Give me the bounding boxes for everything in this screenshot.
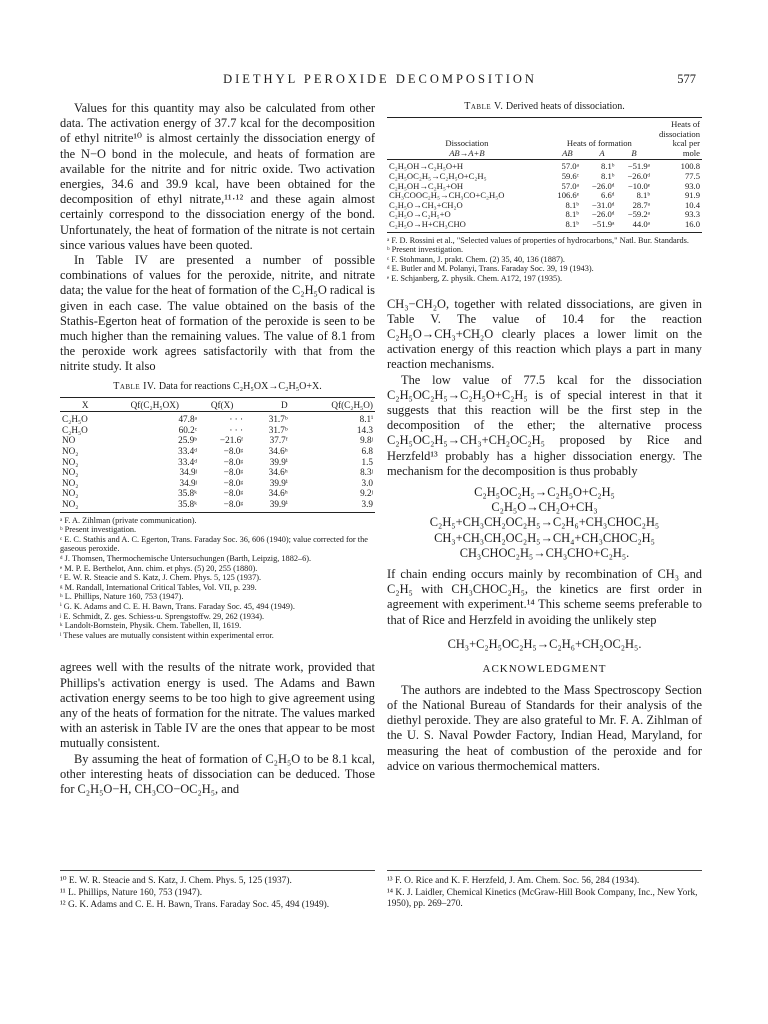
- table-v-cell: 6.6ᵈ: [601, 190, 615, 201]
- table-iv-cell: NO₂: [62, 467, 79, 478]
- table-iv-cell: 25.9ᵇ: [178, 435, 198, 446]
- table-iv-cell: 8.1ⁱ: [359, 414, 373, 425]
- table-iv-cell: 14.3: [356, 424, 373, 435]
- table-v-cell: 8.1ᵇ: [565, 209, 579, 220]
- table-iv-cell: −8.0ᵍ: [223, 477, 244, 488]
- table-iv-row: [60, 412, 375, 425]
- table-iv-cell: 33.4ᵈ: [178, 446, 198, 457]
- table-v: [387, 117, 702, 233]
- unlikely-step-equation: CH₃+C₂H₅OC₂H₅→C₂H₆+CH₂OC₂H₅.: [447, 636, 642, 651]
- table-iv-cell: −8.0ᵍ: [223, 467, 244, 478]
- table-iv-cell: NO₂: [62, 446, 79, 457]
- table-iv-header-row: [60, 397, 375, 412]
- table-iv-row: [60, 425, 375, 436]
- right-paragraph-2: The low value of 77.5 kcal for the dissociation C₂H₅OC₂H₅→C₂H₅O+C₂H₅ is of special interest in that it suggests that this reaction will be the first step in the decomposition of the ether; the alternative process C₂H₅OC₂H₅→CH₃+CH₂OC₂H₅ proposed by Rice and Herzfeld¹³ probably has a higher dissociation energy. The mechanism for the decomposition is thus probably: [387, 372, 702, 478]
- table-iv-row: [60, 499, 375, 512]
- right-paragraph-3: If chain ending occurs mainly by recombination of CH₃ and C₂H₅ with CH₃CHOC₂H₅, the kinetics are first order in agreement with experiment.¹⁴ This scheme seems preferable to that of Rice and Herzfeld in avoiding the unlikely step: [387, 566, 702, 627]
- table-v-cell: 77.5: [684, 170, 700, 181]
- table-iv-cell: 34.6ʰ: [268, 488, 288, 499]
- table-iv-footnote: ʰ L. Phillips, Nature 160, 753 (1947).: [60, 592, 184, 602]
- table-v-row: [387, 220, 702, 232]
- table-iv-cell: 34.9ʲ: [179, 477, 198, 488]
- table-v-header-dissociation-label: Dissociation: [445, 138, 489, 149]
- table-v-caption: [387, 101, 702, 112]
- table-v-cell: 91.9: [684, 190, 700, 201]
- table-v-header-heat: Heats of dissociation kcal per mole: [652, 118, 702, 160]
- table-v-cell: −51.9ᵃ: [581, 220, 617, 232]
- table-iv-footnote: ᵇ Present investigation.: [60, 525, 137, 535]
- table-iv-footnote: ˡ These values are mutually consistent within experimental error.: [60, 630, 274, 640]
- table-v-cell: −26.0ᵈ: [627, 170, 650, 181]
- mechanism-equation: C₂H₅OC₂H₅→C₂H₅O+C₂H₅: [474, 484, 615, 499]
- table-v-cell: −26.0ᵈ: [591, 209, 615, 220]
- table-v-header-b: B: [631, 147, 637, 158]
- table-iv-cell: −8.0ᵍ: [223, 456, 244, 467]
- table-v-cell: 10.4: [684, 199, 700, 210]
- table-v-body: [387, 160, 702, 232]
- acknowledgment-text: The authors are indebted to the Mass Spectroscopy Section of the National Bureau of Standards for their analysis of the diethyl peroxide. They are also grateful to Mr. F. A. Zihlman of the U. S. Naval Powder Factory, Indian Head, Maryland, for measuring the heat of combustion of the peroxide and for advice on various thermochemical matters.: [387, 682, 702, 773]
- table-v-cell: −59.2ᵃ: [627, 209, 650, 220]
- table-iv-footnote: ᵍ M. Randall, International Critical Tables, Vol. VII, p. 239.: [60, 582, 257, 592]
- table-v-cell: 106.6ᵉ: [557, 190, 579, 201]
- table-iv-cell: 8.3ʲ: [360, 467, 373, 478]
- right-paragraph-1: CH₃−CH₂O, together with related dissociations, are given in Table V. The value of 10.4 for the reaction C₂H₅O→CH₃+CH₂O clearly places a lower limit on the activation energy of this reaction which plays a part in many reaction mechanisms.: [387, 296, 702, 372]
- table-iv-cell: NO₂: [62, 456, 79, 467]
- table-v-header-dissociation: [387, 118, 547, 160]
- table-iv-row: [60, 467, 375, 478]
- table-v-footnotes: [387, 236, 702, 284]
- table-iv-footnote: ᵈ J. Thomsen, Thermochemische Untersuchungen (Barth, Leipzig, 1882–6).: [60, 553, 312, 563]
- table-v-header-formation-subs: [549, 149, 650, 159]
- table-iv-cell: NO: [62, 435, 76, 446]
- left-paragraph-3: agrees well with the results of the nitrate work, provided that Phillips's activation energy is used. The Adams and Bawn activation energy seems to be too high to give agreement using any of the heats of formation for the nitrate. The values marked with an asterisk in Table IV are the ones that appear to be most mutually consistent.: [60, 660, 375, 751]
- table-iv-body: [60, 412, 375, 512]
- table-iv-caption-prefix: Table IV.: [113, 380, 157, 392]
- table-v-header-dissociation-sub: AB→A+B: [449, 147, 485, 158]
- table-iv-footnotes: [60, 516, 375, 641]
- table-iv-footnote: ʲ E. Schmidt, Z. ges. Schiess-u. Sprengstoffw. 29, 262 (1934).: [60, 611, 265, 621]
- table-iv-cell: C₂H₅O: [62, 414, 88, 425]
- table-v-cell: C₂H₅O→C₂H₅+O: [389, 209, 451, 220]
- table-v-cell: 28.7ᵃ: [632, 199, 650, 210]
- mechanism-equation: C₂H₅+CH₃CH₂OC₂H₅→C₂H₆+CH₃CHOC₂H₅: [429, 515, 660, 530]
- table-v-cell: C₂H₅OC₂H₅→C₂H₅O+C₂H₅: [389, 170, 487, 181]
- table-v-cell: CH₃COOC₂H₅→CH₃CO+C₂H₅O: [389, 190, 505, 201]
- mechanism-equation: CH₃+CH₃CH₂OC₂H₅→CH₄+CH₃CHOC₂H₅: [434, 530, 655, 545]
- table-v-cell: C₂H₅OH→C₂H₅+OH: [389, 180, 464, 191]
- table-iv-caption: [60, 381, 375, 392]
- table-iv-footnote: ᶠ E. W. R. Steacie and S. Katz, J. Chem. Phys. 5, 125 (1937).: [60, 573, 262, 583]
- left-column: [60, 101, 375, 797]
- table-iv-cell: 35.8ᵏ: [111, 499, 200, 512]
- right-page-footnotes: [387, 870, 702, 911]
- table-v-cell: C₂H₅O→H+CH₃CHO: [387, 220, 547, 232]
- footnote: ¹² G. K. Adams and C. E. H. Bawn, Trans. Faraday Soc. 45, 494 (1949).: [60, 900, 330, 910]
- table-iv-cell: 34.6ʰ: [268, 446, 288, 457]
- table-v-cell: 57.0ᵃ: [561, 161, 579, 172]
- table-v-footnote: ᵈ E. Butler and M. Polanyi, Trans. Faraday Soc. 39, 19 (1943).: [387, 264, 594, 274]
- table-v-cell: 8.1ᵇ: [601, 170, 615, 181]
- table-iv-row: [60, 435, 375, 446]
- table-iv-header: Qf(X): [199, 397, 245, 412]
- table-v-header-formation: [547, 118, 652, 160]
- table-v-cell: 8.1ᵇ: [636, 190, 650, 201]
- table-iv-cell: 34.9ʲ: [179, 467, 198, 478]
- left-paragraph-4: By assuming the heat of formation of C₂H₅O to be 8.1 kcal, other interesting heats of dissociation can be deduced. Those for C₂H₅O−H, CH₃CO−OC₂H₅, and: [60, 751, 375, 796]
- table-v-cell: 44.0ᵃ: [616, 220, 652, 232]
- mechanism-equation: C₂H₅O→CH₂O+CH₃: [491, 500, 598, 515]
- table-v-cell: 93.0: [684, 180, 700, 191]
- table-iv-header: D: [245, 397, 298, 412]
- table-iv-header: X: [60, 397, 111, 412]
- table-iv-cell: NO₂: [62, 477, 79, 488]
- table-iv-cell: 31.7ᵇ: [268, 424, 288, 435]
- table-iv-row: [60, 488, 375, 499]
- footnote: ¹⁰ E. W. R. Steacie and S. Katz, J. Chem. Phys. 5, 125 (1937).: [60, 876, 292, 886]
- table-v-footnote: ᵃ F. D. Rossini et al., "Selected values of properties of hydrocarbons," Natl. Bur. Standards.: [387, 235, 689, 245]
- table-iv-cell: 39.9ⁱ: [269, 477, 288, 488]
- table-iv-footnote: ᵏ Landolt-Bornstein, Physik. Chem. Tabellen, II, 1619.: [60, 621, 242, 631]
- left-page-footnotes: [60, 870, 375, 912]
- right-column: [387, 101, 702, 774]
- table-iv-row: [60, 446, 375, 457]
- page-number: 577: [677, 72, 696, 86]
- table-v-header-row: [387, 118, 702, 160]
- table-iv-footnote: ᶜ E. C. Stathis and A. C. Egerton, Trans. Faraday Soc. 36, 606 (1940); value corrected for the gaseous peroxide.: [60, 534, 368, 554]
- table-v-footnote: ᵉ E. Schjanberg, Z. physik. Chem. A172, 197 (1935).: [387, 273, 563, 283]
- table-iv-cell: NO₂: [60, 499, 111, 512]
- table-v-cell: 93.3: [684, 209, 700, 220]
- table-v-cell: −31.0ᵈ: [591, 199, 615, 210]
- table-v-cell: 57.0ᵃ: [561, 180, 579, 191]
- table-iv-cell: 9.8ʲ: [360, 435, 373, 446]
- table-iv-cell: 6.8: [361, 446, 373, 457]
- table-iv-cell: · · ·: [229, 424, 244, 435]
- table-iv-cell: 39.9ⁱ: [269, 456, 288, 467]
- table-iv-cell: C₂H₅O: [62, 424, 88, 435]
- acknowledgment-heading: ACKNOWLEDGMENT: [482, 662, 607, 675]
- table-iv-footnote: ᵉ M. P. E. Berthelot, Ann. chim. et phys. (5) 20, 255 (1880).: [60, 563, 258, 573]
- left-paragraph-2: In Table IV are presented a number of possible combinations of values for the peroxide, nitrite, and nitrate data; the value for the heat of formation of the C₂H₅O radical is given in each case. The value obtained on the basis of the Stathis-Egerton heat of formation of the peroxide is seen to be much higher than the remaining values. The value of 8.1 from the peroxide work agrees satisfactorily with that from the nitrite study. It also: [60, 253, 375, 374]
- table-iv-cell: −8.0ᵍ: [199, 499, 245, 512]
- table-iv-cell: 1.5: [361, 456, 373, 467]
- table-iv-cell: 34.6ʰ: [268, 467, 288, 478]
- table-iv-cell: 31.7ᵇ: [268, 414, 288, 425]
- table-iv-cell: 47.8ᵃ: [178, 414, 198, 425]
- table-iv-cell: · · ·: [229, 414, 244, 425]
- table-iv-row: [60, 478, 375, 489]
- table-v-cell: 59.6ᶜ: [561, 170, 579, 181]
- table-v-cell: 8.1ᵇ: [547, 220, 581, 232]
- table-v-caption-text: Derived heats of dissociation.: [505, 101, 625, 112]
- footnote: ¹³ F. O. Rice and K. F. Herzfeld, J. Am. Chem. Soc. 56, 284 (1934).: [387, 876, 640, 886]
- table-v-header-ab: AB: [562, 147, 573, 158]
- table-iv-footnote: ⁱ G. K. Adams and C. E. H. Bawn, Trans. Faraday Soc. 45, 494 (1949).: [60, 601, 295, 611]
- table-v-header-a: A: [599, 147, 605, 158]
- mechanism-equations: [387, 485, 702, 561]
- table-iv-cell: 9.2ʲ: [360, 488, 373, 499]
- table-iv-cell: −21.6ᶠ: [219, 435, 244, 446]
- table-v-footnote: ᶜ F. Stohmann, J. prakt. Chem. (2) 35, 40, 136 (1887).: [387, 254, 565, 264]
- table-iv-cell: −8.0ᵍ: [223, 446, 244, 457]
- table-iv-cell: 39.9ⁱ: [245, 499, 298, 512]
- table-v-cell: −26.0ᵈ: [591, 180, 615, 191]
- table-v-cell: C₂H₅O→CH₃+CH₂O: [389, 199, 463, 210]
- table-iv-row: [60, 457, 375, 468]
- table-iv: [60, 397, 375, 513]
- table-iv-cell: 37.7ᶠ: [269, 435, 288, 446]
- table-v-header-formation-label: Heats of formation: [566, 138, 632, 149]
- table-iv-cell: 3.0: [361, 477, 373, 488]
- left-paragraph-1: Values for this quantity may also be calculated from other data. The activation energy of 37.7 kcal for the decomposition of ethyl nitrite¹⁰ is almost certainly the dissociation energy of the N−O bond in the molecule, and heats of formation are available for the nitrite and for nitric oxide. Two activation energies, 34.6 and 39.9 kcal, have been obtained for the decomposition of ethyl nitrate,¹¹·¹² and these again almost certainly correspond to the dissociation energy of the bond. Unfortunately, the heat of formation of the nitrate is not certain since various values have been quoted.: [60, 101, 375, 252]
- footnote: ¹¹ L. Phillips, Nature 160, 753 (1947).: [60, 888, 203, 898]
- table-iv-cell: 3.9: [298, 499, 375, 512]
- table-iv-cell: 35.8ᵏ: [178, 488, 198, 499]
- mechanism-equation: CH₃CHOC₂H₅→CH₃CHO+C₂H₅.: [459, 545, 630, 560]
- footnote: ¹⁴ K. J. Laidler, Chemical Kinetics (McGraw-Hill Book Company, Inc., New York, 1950), pp. 269–270.: [387, 888, 698, 909]
- table-iv-header: Qf(C₂H₅O): [298, 397, 375, 412]
- table-v-caption-prefix: Table V.: [464, 101, 504, 112]
- table-iv-header: Qf(C₂H₅OX): [111, 397, 200, 412]
- table-v-footnote: ᵇ Present investigation.: [387, 245, 464, 255]
- table-iv-caption-text: Data for reactions C₂H₅OX→C₂H₅O+X.: [158, 380, 322, 392]
- running-title: DIETHYL PEROXIDE DECOMPOSITION: [223, 72, 537, 86]
- table-iv-footnote: ᵃ F. A. Zihlman (private communication).: [60, 515, 197, 525]
- table-v-cell: 8.1ᵇ: [565, 199, 579, 210]
- table-iv-cell: 33.4ᵈ: [178, 456, 198, 467]
- table-v-cell: 8.1ᵇ: [601, 161, 615, 172]
- table-v-cell: 16.0: [652, 220, 702, 232]
- table-v-cell: C₂H₅OH→C₂H₅O+H: [389, 161, 464, 172]
- table-v-cell: 100.8: [680, 161, 700, 172]
- table-iv-cell: −8.0ᵍ: [223, 488, 244, 499]
- table-iv-cell: 60.2ᶜ: [178, 424, 198, 435]
- table-v-cell: −10.0ᵉ: [627, 180, 650, 191]
- table-v-cell: −51.9ᵃ: [627, 161, 650, 172]
- table-iv-cell: NO₂: [62, 488, 79, 499]
